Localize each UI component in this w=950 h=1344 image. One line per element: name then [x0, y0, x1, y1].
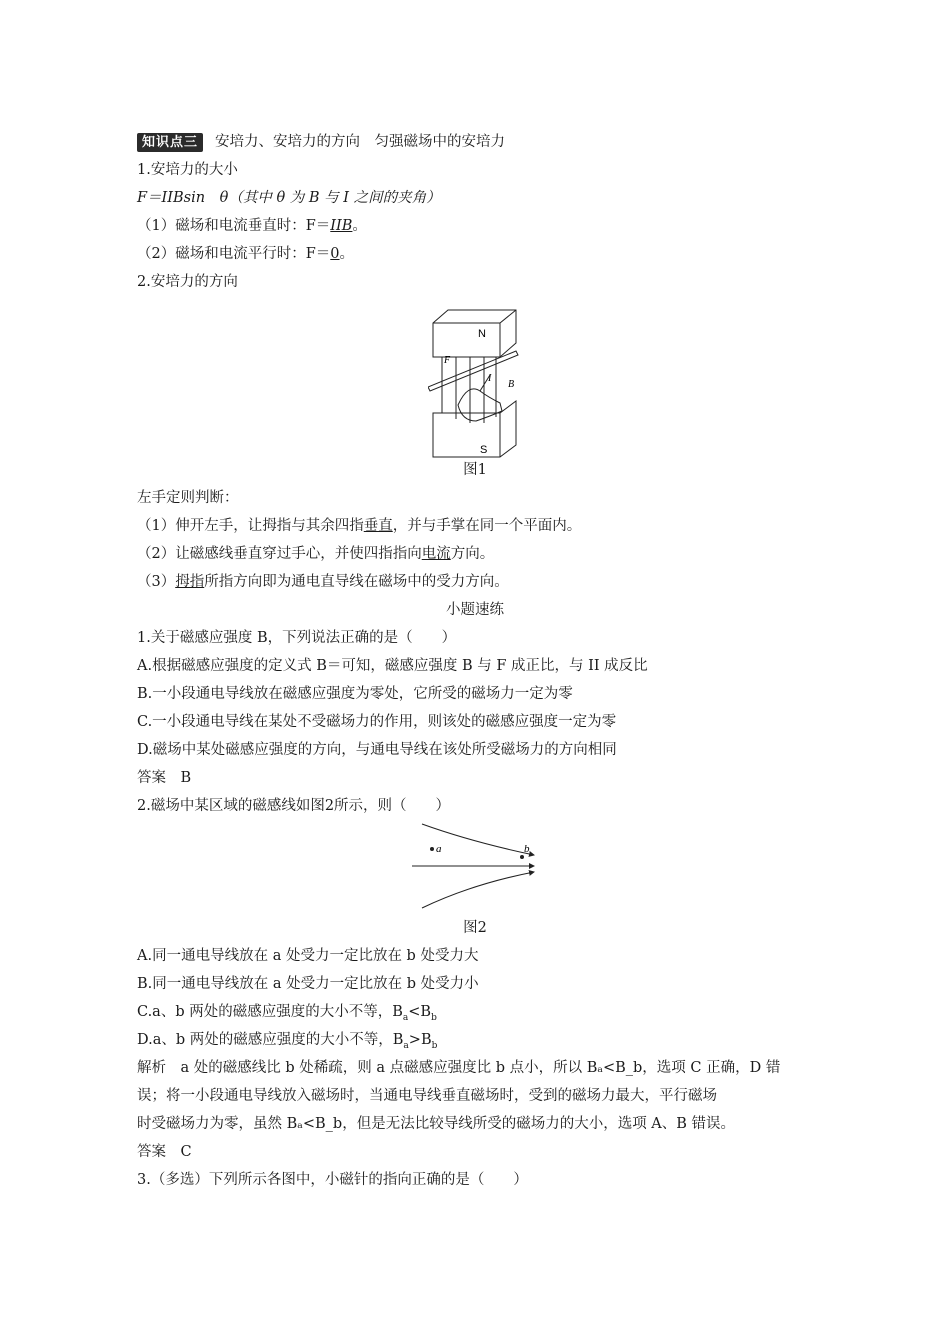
part2-heading: 2.安培力的方向	[137, 274, 238, 290]
point-a-marker	[430, 847, 434, 851]
q1-option-b: B.一小段通电导线放在磁感应强度为零处，它所受的磁场力一定为零	[137, 686, 573, 702]
q2-d-sub-b: b	[431, 1040, 438, 1051]
q2-c-sub-a: a	[402, 1012, 409, 1023]
case2-answer: 0	[330, 246, 340, 262]
figure-1-label-s: S	[480, 444, 488, 456]
step2-pre: （2）让磁感线垂直穿过手心，并使四指指向	[137, 546, 422, 562]
q1-answer: 答案 B	[137, 770, 192, 786]
q2-option-a: A.同一通电导线放在 a 处受力一定比放在 b 处受力大	[137, 948, 479, 964]
q2-d-sub-a: a	[403, 1040, 409, 1051]
rule-step-1	[137, 516, 581, 536]
q2-option-c	[137, 1002, 437, 1028]
rule-step-2	[137, 544, 494, 564]
step3-pre: （3）	[137, 574, 176, 590]
formula-line	[137, 188, 441, 208]
step2-post: 方向。	[450, 546, 495, 562]
figure-2-field-lines	[412, 822, 540, 914]
q2-c-mid: <B	[408, 1004, 432, 1020]
rule-step-3	[137, 572, 509, 592]
q2-analysis-2: 误；将一小段通电导线放入磁场时，当通电导线垂直磁场时，受到的磁场力最大，平行磁场	[137, 1088, 717, 1104]
section-badge: 知识点三	[137, 133, 203, 152]
step1-answer: 垂直	[363, 518, 393, 534]
case2-post: 。	[339, 246, 355, 262]
q2-c-pre: C.a、b 两处的磁感应强度的大小不等，B	[137, 1004, 403, 1020]
q2-analysis-3: 时受磁场力为零，虽然 Bₐ<B_b，但是无法比较导线所受的磁场力的大小，选项 A、B 错误。	[137, 1116, 736, 1132]
case1-line	[137, 216, 367, 236]
case1-post: 。	[352, 218, 367, 234]
figure-1-magnet-diagram	[428, 305, 524, 460]
section-title: 安培力、安培力的方向 匀强磁场中的安培力	[215, 134, 506, 150]
step1-pre: （1）伸开左手，让拇指与其余四指	[137, 518, 364, 534]
figure-2-label-b: b	[524, 843, 530, 855]
q2-answer: 答案 C	[137, 1144, 192, 1160]
field-line-lower	[422, 872, 534, 908]
figure-1-caption: 图1	[463, 462, 487, 478]
figure-2-caption: 图2	[463, 920, 487, 936]
point-b-marker	[520, 855, 524, 859]
formula-mid: θ 为 B 与 I 之间的夹角）	[276, 190, 441, 206]
step1-post: ，并与手掌在同一个平面内。	[392, 518, 582, 534]
figure-1-label-f: F	[444, 355, 451, 366]
q2-d-mid: >B	[408, 1032, 432, 1048]
figure-2-label-a: a	[436, 843, 442, 855]
q1-option-c: C.一小段通电导线在某处不受磁场力的作用，则该处的磁感应强度一定为零	[137, 714, 617, 730]
q1-option-a: A.根据磁感应强度的定义式 B＝可知，磁感应强度 B 与 F 成正比，与 II 成反比	[137, 658, 648, 674]
case1-answer: IIB	[330, 218, 353, 234]
q1-stem: 1.关于磁感应强度 B，下列说法正确的是（ ）	[137, 630, 457, 646]
q1-option-d: D.磁场中某处磁感应强度的方向，与通电导线在该处所受磁场力的方向相同	[137, 742, 617, 758]
part1-heading: 1.安培力的大小	[137, 162, 238, 178]
q2-c-sub-b: b	[431, 1012, 437, 1023]
case2-line	[137, 244, 354, 264]
step2-answer: 电流	[421, 546, 451, 562]
q2-stem: 2.磁场中某区域的磁感线如图2所示，则（ ）	[137, 798, 451, 814]
section-heading	[137, 132, 505, 152]
q2-analysis-1: 解析 a 处的磁感线比 b 处稀疏，则 a 点磁感应强度比 b 点小，所以 Bₐ<B_b，选项 C 正确，D 错	[137, 1060, 781, 1076]
q2-option-d	[137, 1030, 437, 1056]
figure-1-label-i: I	[488, 373, 492, 384]
figure-1-label-b: B	[508, 379, 515, 390]
practice-heading: 小题速练	[446, 602, 504, 618]
q3-stem: 3.（多选）下列所示各图中，小磁针的指向正确的是（ ）	[137, 1172, 528, 1188]
case2-pre: （2）磁场和电流平行时：F＝	[137, 246, 331, 262]
q2-option-b: B.同一通电导线放在 a 处受力一定比放在 b 处受力小	[137, 976, 479, 992]
step3-answer: 拇指	[175, 574, 205, 590]
figure-1-label-n: N	[478, 328, 486, 340]
step3-post: 所指方向即为通电直导线在磁场中的受力方向。	[204, 574, 509, 590]
rule-heading: 左手定则判断：	[137, 490, 239, 506]
case1-pre: （1）磁场和电流垂直时：F＝	[137, 218, 331, 234]
q2-d-pre: D.a、b 两处的磁感应强度的大小不等，B	[137, 1032, 404, 1048]
formula-pre: F＝IIBsin θ（其中	[137, 190, 272, 206]
